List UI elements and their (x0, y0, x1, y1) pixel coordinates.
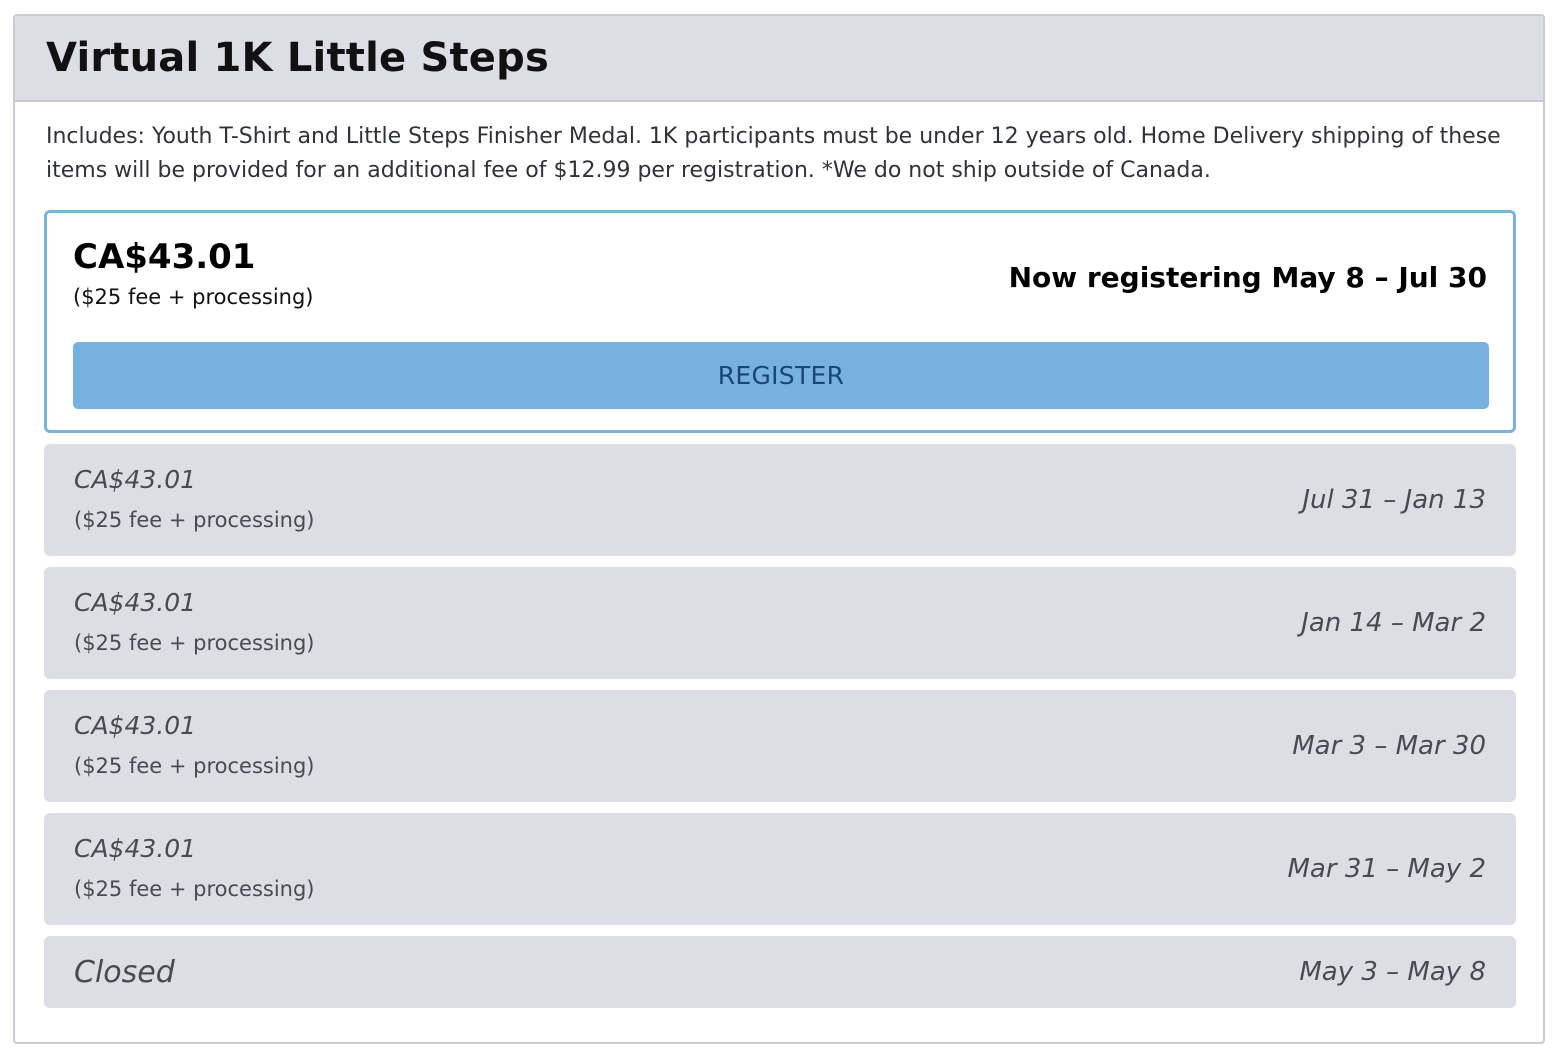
price-tier (44, 567, 1516, 679)
active-tier-fee-note: ($25 fee + processing) (73, 285, 314, 309)
tier-dates: Jan 14 – Mar 2 (1301, 608, 1486, 638)
tier-fee-note: ($25 fee + processing) (74, 877, 315, 901)
card-header (15, 16, 1543, 102)
registration-card (13, 14, 1545, 1044)
tier-pricing (74, 583, 315, 663)
tier-price: CA$43.01 (74, 711, 197, 740)
tier-pricing (74, 460, 315, 540)
price-tier (44, 690, 1516, 802)
tier-price: CA$43.01 (74, 465, 197, 494)
tier-fee-note: ($25 fee + processing) (74, 508, 315, 532)
active-tier-price: CA$43.01 (73, 237, 256, 277)
event-description: Includes: Youth T-Shirt and Little Steps Finisher Medal. 1K participants must be under 12 years old. Home Delivery shipping of these items will be provided for an additional fee of $12.99 per registration. *We do not ship outside of Canada. (46, 124, 1501, 183)
price-tier (44, 813, 1516, 925)
active-price-tier (44, 210, 1516, 433)
price-tier (44, 444, 1516, 556)
tier-price: CA$43.01 (74, 834, 197, 863)
active-tier-summary (73, 235, 1487, 319)
closed-label: Closed (74, 954, 175, 990)
event-title: Virtual 1K Little Steps (46, 35, 549, 81)
tier-pricing (74, 829, 315, 909)
active-tier-dates: Now registering May 8 – Jul 30 (1008, 260, 1487, 294)
register-button[interactable]: REGISTER (73, 342, 1489, 409)
tier-fee-note: ($25 fee + processing) (74, 754, 315, 778)
tier-pricing (74, 706, 315, 786)
tier-dates: Jul 31 – Jan 13 (1302, 485, 1486, 515)
closed-tier (44, 936, 1516, 1008)
tier-fee-note: ($25 fee + processing) (74, 631, 315, 655)
card-body (15, 102, 1543, 1008)
tier-price: CA$43.01 (74, 588, 197, 617)
active-tier-pricing (73, 237, 314, 317)
tier-dates: Mar 31 – May 2 (1287, 854, 1486, 884)
closed-tier-dates: May 3 – May 8 (1299, 957, 1486, 987)
tier-dates: Mar 3 – Mar 30 (1292, 731, 1486, 761)
